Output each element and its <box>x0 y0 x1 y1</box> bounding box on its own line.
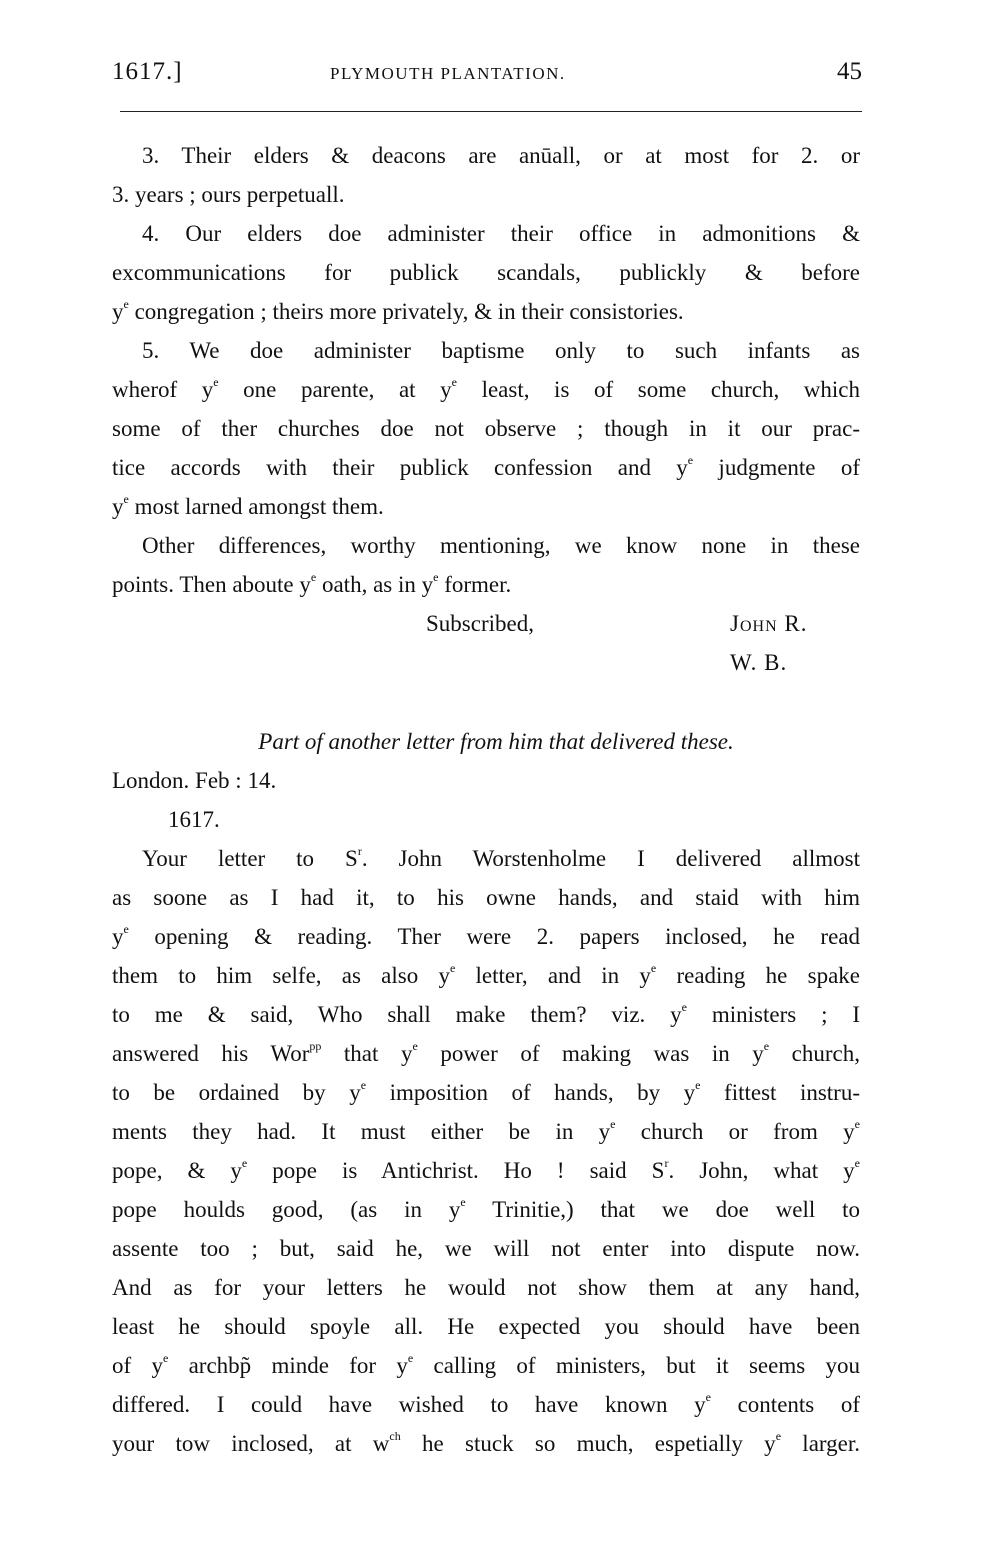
articles-section <box>112 136 860 604</box>
header-rule <box>120 111 862 112</box>
text-line: them to him selfe, as also $y^e$ letter, and in $y^e$ reading he spake <box>112 961 860 988</box>
text-line: 3. Their elders & deacons are anūall, or at most for 2. or <box>142 143 860 168</box>
text-line: wherof $y^e$ one parente, at $y^e$ least, is of some church, which <box>112 375 861 402</box>
text-line: answered his Wor$^{pp}$ that $y^e$ power of making was in $y^e$ church, <box>112 1039 860 1066</box>
text-line: pope houlds good, (as in $y^e$ Trinitie,) that we doe well to <box>112 1195 860 1222</box>
text-line: assente too ; but, said he, we will not enter into dispute now. <box>112 1236 860 1261</box>
text-line: differed. I could have wished to have known $y^e$ contents of <box>112 1390 861 1417</box>
running-head <box>112 58 862 98</box>
text-line: to me & said, Who shall make them? viz. $y^e$ ministers ; I <box>112 1000 860 1027</box>
body-text <box>112 136 860 1463</box>
text-line: pope, & $y^e$ pope is Antichrist. Ho ! said $S^r$. John, what $y^e$ <box>112 1156 860 1183</box>
text-line: ments they had. It must either be in $y^e$ church or from $y^e$ <box>112 1117 860 1144</box>
text-line: tice accords with their publick confession and $y^e$ judgmente of <box>112 453 860 480</box>
text-line: to be ordained by $y^e$ imposition of hands, by $y^e$ fittest instru- <box>112 1078 860 1105</box>
text-line: of $y^e$ archbp̃ minde for $y^e$ calling of ministers, but it seems you <box>112 1351 860 1378</box>
text-line: as soone as I had it, to his owne hands, and staid with him <box>112 885 860 910</box>
signoff-line-2 <box>112 643 860 682</box>
letter-body-section <box>112 839 860 1463</box>
text-line: 5. We doe administer baptisme only to such infants as <box>142 338 860 363</box>
signatory-w-b: W. B. <box>730 650 788 675</box>
text-line: excommunications for publick scandals, publickly & before <box>112 260 860 285</box>
dateline-year: 1617. <box>168 807 220 832</box>
signatory-john-r: John R. <box>730 611 808 636</box>
text-line: 3. years ; ours perpetuall. <box>112 182 345 207</box>
letter-heading: Part of another letter from him that delivered these. <box>258 729 734 754</box>
text-line: $y^e$ congregation ; theirs more privately, & in their consistories. <box>112 297 684 324</box>
text-line: And as for your letters he would not show them at any hand, <box>112 1275 860 1300</box>
text-line: Other differences, worthy mentioning, we know none in these <box>142 533 860 558</box>
text-line: least he should spoyle all. He expected you should have been <box>112 1314 860 1339</box>
text-line: your tow inclosed, at $w^{ch}$ he stuck so much, espetially $y^e$ larger. <box>112 1429 860 1456</box>
text-line: $y^e$ most larned amongst them. <box>112 492 384 519</box>
dateline-place-date: London. Feb : 14. <box>112 768 277 793</box>
text-line: points. Then aboute $y^e$ oath, as in $y^e$ former. <box>112 570 512 597</box>
text-line: $y^e$ opening & reading. Ther were 2. papers inclosed, he read <box>112 922 860 949</box>
text-line: some of ther churches doe not observe ; though in it our prac- <box>112 416 860 441</box>
running-head-year: 1617.] <box>112 58 183 85</box>
signoff-line-1 <box>112 604 860 643</box>
text-line: Your letter to $S^r$. John Worstenholme I delivered allmost <box>142 844 860 871</box>
page-number: 45 <box>837 58 862 85</box>
running-head-title: PLYMOUTH PLANTATION. <box>330 64 566 83</box>
text-line: 4. Our elders doe administer their office in admonitions & <box>142 221 860 246</box>
subscribed-label: Subscribed, <box>426 611 534 636</box>
